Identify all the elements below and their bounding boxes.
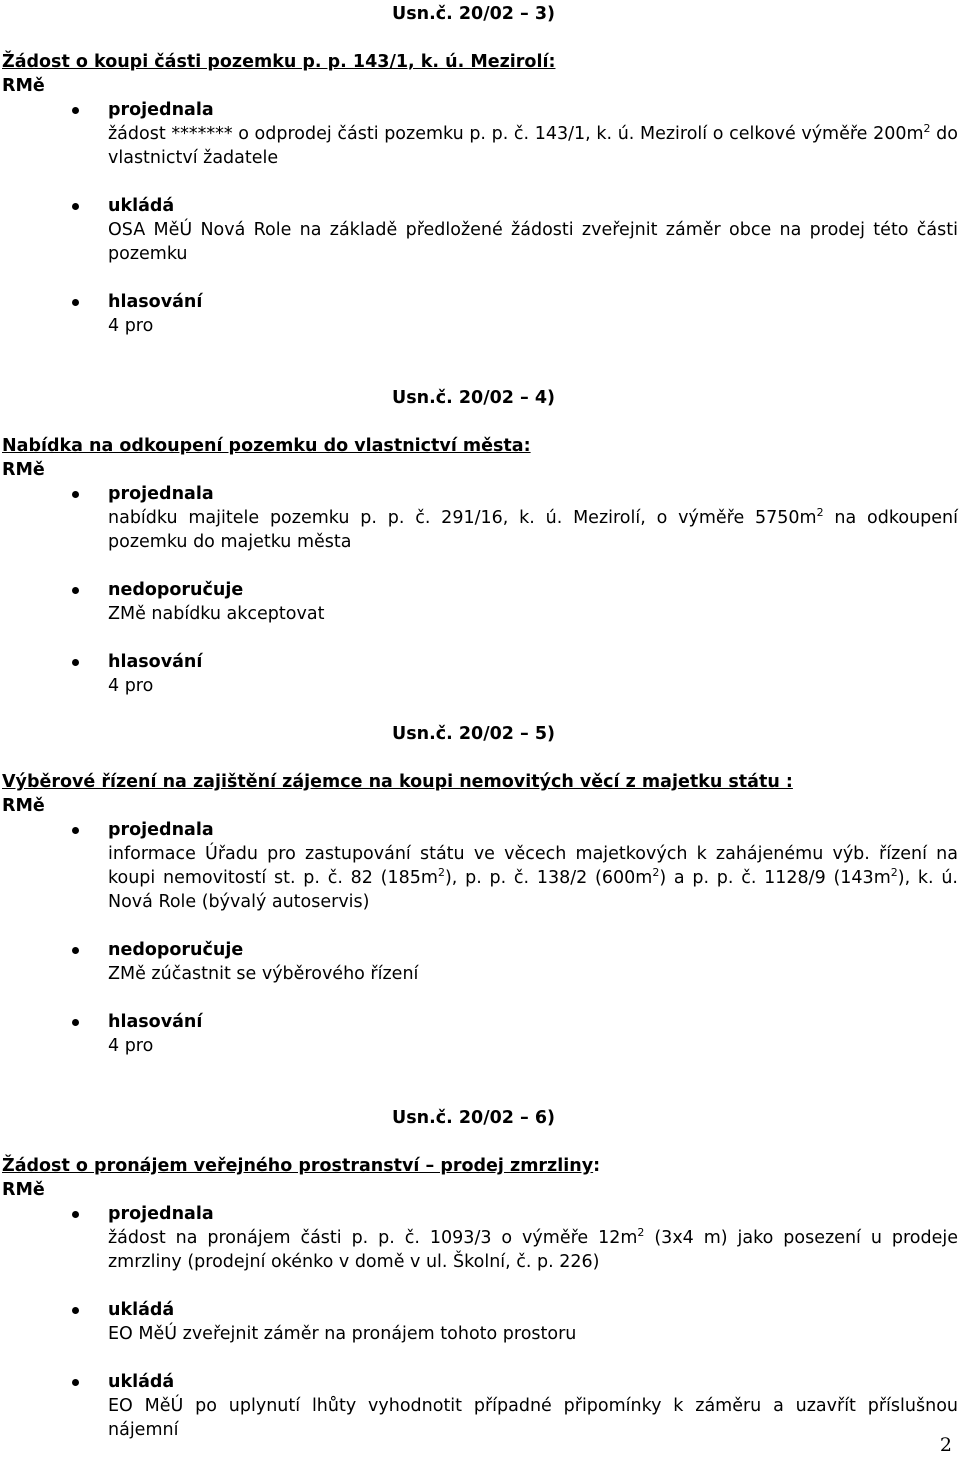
item-text: ZMě nabídku akceptovat (108, 604, 325, 624)
section-heading (2, 770, 793, 794)
list-item (108, 98, 958, 170)
list-item (108, 194, 958, 266)
item-text-part: ), k. ú. Nová Role (bývalý autoservis) (108, 868, 958, 912)
item-keyword: ukládá (108, 1372, 175, 1392)
item-text-part: žádost na pronájem části p. p. č. 1093/3 o výměře 12m (108, 1228, 638, 1248)
item-text-part: ), p. p. č. 138/2 (600m (444, 868, 653, 888)
bullet-icon (72, 107, 79, 114)
bullet-icon (72, 1211, 79, 1218)
section-heading-text: Žádost o pronájem veřejného prostranství – prodej zmrzliny (2, 1156, 594, 1176)
superscript: 2 (437, 866, 445, 880)
bullet-icon (72, 1019, 79, 1026)
superscript: 2 (923, 122, 931, 136)
list-item (108, 938, 958, 986)
item-keyword: ukládá (108, 1300, 175, 1320)
item-keyword: nedoporučuje (108, 580, 244, 600)
bullet-icon (72, 1307, 79, 1314)
bullet-icon (72, 1379, 79, 1386)
list-item (108, 818, 958, 914)
item-keyword: hlasování (108, 292, 203, 312)
council-label: RMě (2, 76, 45, 96)
item-text (108, 842, 958, 914)
item-keyword: hlasování (108, 652, 203, 672)
item-keyword: ukládá (108, 196, 175, 216)
list-item (108, 1370, 958, 1442)
resolution-number: Usn.č. 20/02 – 5) (392, 724, 556, 744)
section-heading (2, 1154, 600, 1178)
list-item (108, 578, 958, 626)
list-item (108, 290, 958, 338)
item-text (108, 506, 958, 554)
list-item (108, 1202, 958, 1274)
page-number: 2 (939, 1434, 952, 1456)
bullet-icon (72, 491, 79, 498)
list-item (108, 482, 958, 554)
superscript: 2 (652, 866, 660, 880)
item-text-part: žádost ******* o odprodej části pozemku p. p. č. 143/1, k. ú. Mezirolí o celkové výměře 200m (108, 124, 924, 144)
bullet-icon (72, 827, 79, 834)
item-text-part: (3x4 m) jako posezení u prodeje zmrzliny (prodejní okénko v domě v ul. Školní, č. p. 226) (108, 1228, 958, 1272)
item-text: 4 pro (108, 676, 154, 696)
item-text-part: ) a p. p. č. 1128/9 (143m (659, 868, 891, 888)
item-text: 4 pro (108, 1036, 154, 1056)
section-heading-colon: : (593, 1156, 601, 1176)
item-keyword: projednala (108, 1204, 214, 1224)
superscript: 2 (637, 1226, 645, 1240)
council-label: RMě (2, 1180, 45, 1200)
section-heading (2, 434, 531, 458)
bullet-icon (72, 947, 79, 954)
resolution-number: Usn.č. 20/02 – 6) (392, 1108, 556, 1128)
superscript: 2 (890, 866, 898, 880)
bullet-icon (72, 587, 79, 594)
item-text (108, 122, 958, 170)
item-keyword: projednala (108, 820, 214, 840)
item-keyword: projednala (108, 484, 214, 504)
item-text-part: do vlastnictví žadatele (108, 124, 958, 168)
item-text: EO MěÚ po uplynutí lhůty vyhodnotit případné připomínky k záměru a uzavřít příslušnou nájemní (108, 1396, 958, 1440)
item-text: ZMě zúčastnit se výběrového řízení (108, 964, 419, 984)
council-label: RMě (2, 796, 45, 816)
item-text-part: na odkoupení pozemku do majetku města (108, 508, 958, 552)
section-heading-text: Výběrové řízení na zajištění zájemce na koupi nemovitých věcí z majetku státu : (2, 772, 793, 792)
item-keyword: nedoporučuje (108, 940, 244, 960)
item-text-part: nabídku majitele pozemku p. p. č. 291/16, k. ú. Mezirolí, o výměře 5750m (108, 508, 817, 528)
section-heading-text: Žádost o koupi části pozemku p. p. 143/1, k. ú. Mezirolí: (2, 52, 556, 72)
list-item (108, 650, 958, 698)
bullet-icon (72, 659, 79, 666)
item-text-part: informace Úřadu pro zastupování státu ve věcech majetkových k zahájenému výb. řízení na koupi nemovitostí st. p. č. 82 (185m (108, 844, 958, 888)
bullet-icon (72, 299, 79, 306)
bullet-icon (72, 203, 79, 210)
council-label: RMě (2, 460, 45, 480)
section-heading (2, 50, 555, 74)
resolution-number: Usn.č. 20/02 – 4) (392, 388, 556, 408)
resolution-number: Usn.č. 20/02 – 3) (392, 4, 556, 24)
superscript: 2 (816, 506, 824, 520)
section-heading-text: Nabídka na odkoupení pozemku do vlastnictví města: (2, 436, 531, 456)
item-text (108, 1226, 958, 1274)
item-text: EO MěÚ zveřejnit záměr na pronájem tohoto prostoru (108, 1324, 577, 1344)
item-keyword: hlasování (108, 1012, 203, 1032)
item-keyword: projednala (108, 100, 214, 120)
item-text: 4 pro (108, 316, 154, 336)
list-item (108, 1010, 958, 1058)
list-item (108, 1298, 958, 1346)
item-text: OSA MěÚ Nová Role na základě předložené žádosti zveřejnit záměr obce na prodej této části pozemku (108, 220, 958, 264)
